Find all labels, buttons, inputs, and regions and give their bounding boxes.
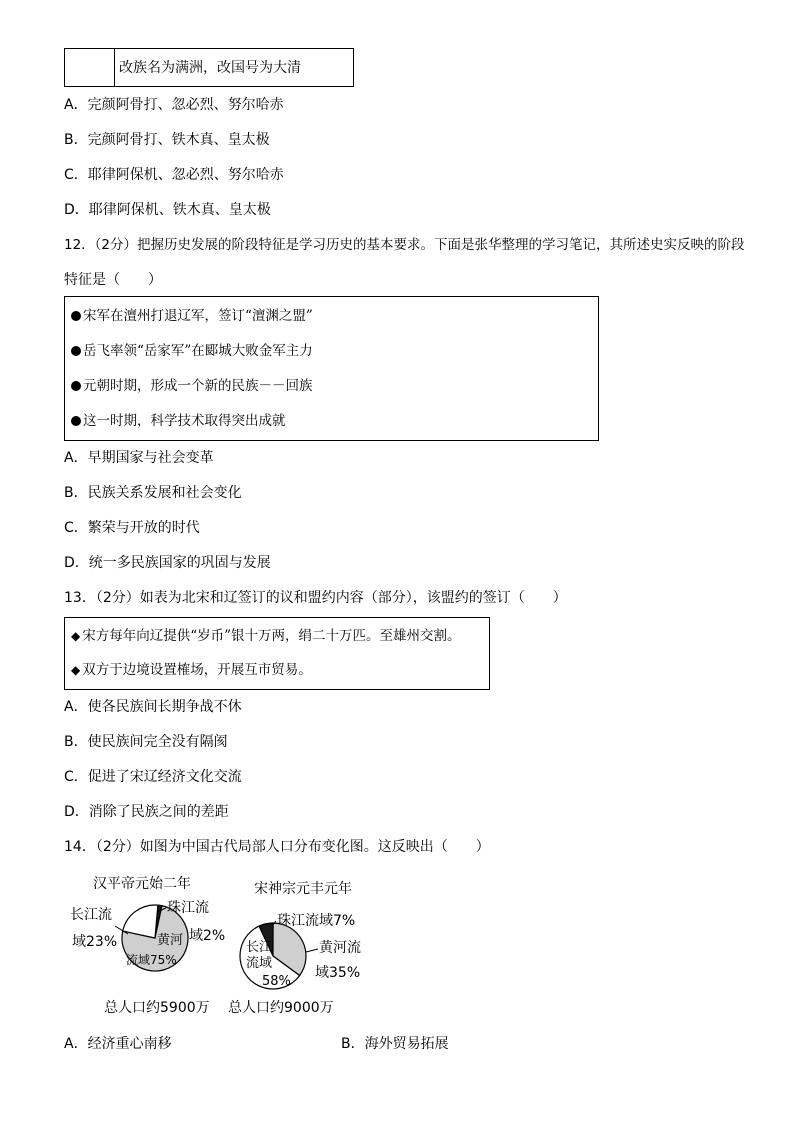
q12-notes-box xyxy=(64,296,599,441)
q12-stem-line2: 特征是（ ） xyxy=(64,272,162,288)
q12-option-d: D．统一多民族国家的巩固与发展 xyxy=(64,555,271,571)
chart2-caption: 总人口约9000万 xyxy=(228,1000,334,1016)
q14-stem: 14．（2分）如图为中国古代局部人口分布变化图。这反映出（ ） xyxy=(64,839,490,855)
q11-table-cell: 改族名为满洲，改国号为大清 xyxy=(119,60,301,76)
q13-note-2: ◆ 双方于边境设置榷场，开展互市贸易。 xyxy=(71,662,312,678)
q13-option-d: D．消除了民族之间的差距 xyxy=(64,804,229,820)
q12-note-3: 元朝时期，形成一个新的民族－－回族 xyxy=(71,377,313,395)
chart2-label-changjiang-2: 流域 xyxy=(246,956,273,971)
chart2-label-huanghe-1: 黄河流 xyxy=(319,940,361,956)
q12-stem-line1: 12．（2分）把握历史发展的阶段特征是学习历史的基本要求。下面是张华整理的学习笔记，其所述史实反映的阶段 xyxy=(64,237,745,253)
bullet-icon xyxy=(71,346,81,356)
q12-option-b: B．民族关系发展和社会变化 xyxy=(64,485,242,501)
q11-table-row xyxy=(64,48,354,87)
chart1-label-changjiang-2: 域23% xyxy=(72,934,118,950)
q12-note-4: 这一时期，科学技术取得突出成就 xyxy=(71,412,286,430)
chart2-leader-huanghe xyxy=(306,949,318,952)
q13-stem: 13．（2分）如表为北宋和辽签订的议和盟约内容（部分），该盟约的签订（ ） xyxy=(64,590,567,606)
q12-option-a: A．早期国家与社会变革 xyxy=(64,450,214,466)
q13-note-1: ◆ 宋方每年向辽提供“岁币”银十万两，绢二十万匹。至雄州交割。 xyxy=(71,628,461,644)
q11-option-a: A．完颜阿骨打、忽必烈、努尔哈赤 xyxy=(64,97,284,113)
diamond-icon: ◆ xyxy=(71,663,81,677)
bullet-icon xyxy=(71,416,81,426)
q13-notes-box xyxy=(64,617,490,690)
chart2-label-huanghe-2: 域35% xyxy=(315,965,361,981)
q11-table-divider xyxy=(114,49,115,86)
q13-option-b: B．使民族间完全没有隔阂 xyxy=(64,734,228,750)
chart1-label-huanghe-1: 黄河 xyxy=(157,933,184,948)
chart2-label-changjiang-1: 长江 xyxy=(246,940,273,955)
chart1-label-huanghe-2: 流域75% xyxy=(126,953,177,967)
q14-option-b: B．海外贸易拓展 xyxy=(341,1036,449,1052)
q11-option-b: B．完颜阿骨打、铁木真、皇太极 xyxy=(64,132,270,148)
q12-note-1: 宋军在澶州打退辽军，签订“澶渊之盟” xyxy=(71,307,313,325)
chart1-title: 汉平帝元始二年 xyxy=(93,876,191,892)
q12-option-c: C．繁荣与开放的时代 xyxy=(64,520,200,536)
q14-option-a: A．经济重心南移 xyxy=(64,1036,172,1052)
q11-option-c: C．耶律阿保机、忽必烈、努尔哈赤 xyxy=(64,167,284,183)
bullet-icon xyxy=(71,311,81,321)
chart2-label-changjiang-3: 58% xyxy=(262,974,291,989)
chart1-label-changjiang-1: 长江流 xyxy=(70,907,112,923)
population-pie-charts xyxy=(0,868,420,1018)
q13-option-a: A．使各民族间长期争战不休 xyxy=(64,699,242,715)
chart2-title: 宋神宗元丰元年 xyxy=(254,881,352,897)
q13-option-c: C．促进了宋辽经济文化交流 xyxy=(64,769,242,785)
bullet-icon xyxy=(71,381,81,391)
q11-option-d: D．耶律阿保机、铁木真、皇太极 xyxy=(64,202,271,218)
chart1-label-zhujiang-1: 珠江流 xyxy=(167,900,209,916)
q12-note-2: 岳飞率领“岳家军”在郾城大败金军主力 xyxy=(71,342,313,360)
chart2-label-zhujiang: 珠江流域7% xyxy=(277,913,356,929)
chart1-label-zhujiang-2: 域2% xyxy=(189,928,226,944)
diamond-icon: ◆ xyxy=(71,629,81,643)
chart1-caption: 总人口约5900万 xyxy=(104,1000,210,1016)
